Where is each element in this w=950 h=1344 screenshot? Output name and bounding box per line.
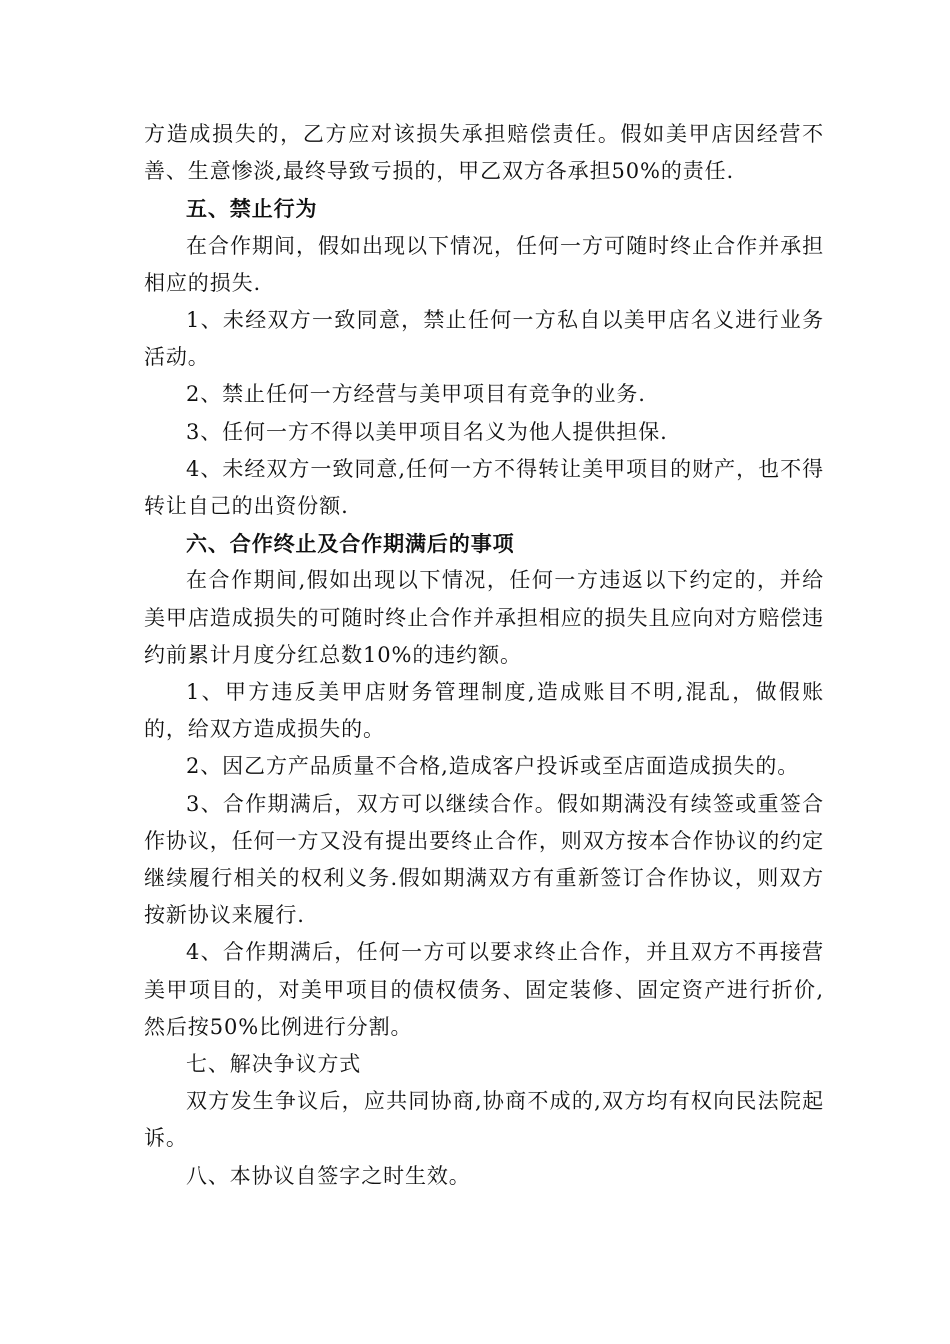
list-item-termination-2: 2、因乙方产品质量不合格,造成客户投诉或至店面造成损失的。 <box>186 754 800 779</box>
section-heading-dispute-resolution: 七、解决争议方式 <box>186 1052 362 1077</box>
paragraph-dispute-resolution: 双方发生争议后，应共同协商,协商不成的,双方均有权向民法院起诉。 <box>144 1089 824 1151</box>
paragraph-termination-intro: 在合作期间,假如出现以下情况，任何一方违返以下约定的，并给美甲店造成损失的可随时终止合作并承担相应的损失且应向对方赔偿违约前累计月度分红总数10%的违约额。 <box>144 568 824 667</box>
document-page <box>144 116 824 1195</box>
list-item-termination-1: 1、甲方违反美甲店财务管理制度,造成账目不明,混乱，做假账的，给双方造成损失的。 <box>144 680 824 742</box>
paragraph-liability-continued: 方造成损失的，乙方应对该损失承担赔偿责任。假如美甲店因经营不善、生意惨淡,最终导致亏损的，甲乙双方各承担50%的责任. <box>144 122 824 184</box>
list-item-prohibited-4: 4、未经双方一致同意,任何一方不得转让美甲项目的财产，也不得转让自己的出资份额. <box>144 456 824 519</box>
paragraph-effective-date: 八、本协议自签字之时生效。 <box>186 1163 471 1188</box>
list-item-termination-4: 4、合作期满后，任何一方可以要求终止合作，并且双方不再接营美甲项目的，对美甲项目的债权债务、固定装修、固定资产进行折价,然后按50%比例进行分割。 <box>144 940 824 1039</box>
list-item-prohibited-1: 1、未经双方一致同意，禁止任何一方私自以美甲店名义进行业务活动。 <box>144 308 824 370</box>
list-item-prohibited-3: 3、任何一方不得以美甲项目名义为他人提供担保. <box>186 419 668 444</box>
section-heading-prohibited-acts: 五、禁止行为 <box>186 196 318 222</box>
list-item-termination-3: 3、合作期满后，双方可以继续合作。假如期满没有续签或重签合作协议，任何一方又没有提出要终止合作，则双方按本合作协议的约定继续履行相关的权利义务.假如期满双方有重新签订合作协议，则双方按新协议来履行. <box>144 791 824 928</box>
list-item-prohibited-2: 2、禁止任何一方经营与美甲项目有竞争的业务. <box>186 382 646 407</box>
paragraph-prohibited-intro: 在合作期间，假如出现以下情况，任何一方可随时终止合作并承担相应的损失. <box>144 233 824 295</box>
section-heading-termination: 六、合作终止及合作期满后的事项 <box>186 531 515 557</box>
